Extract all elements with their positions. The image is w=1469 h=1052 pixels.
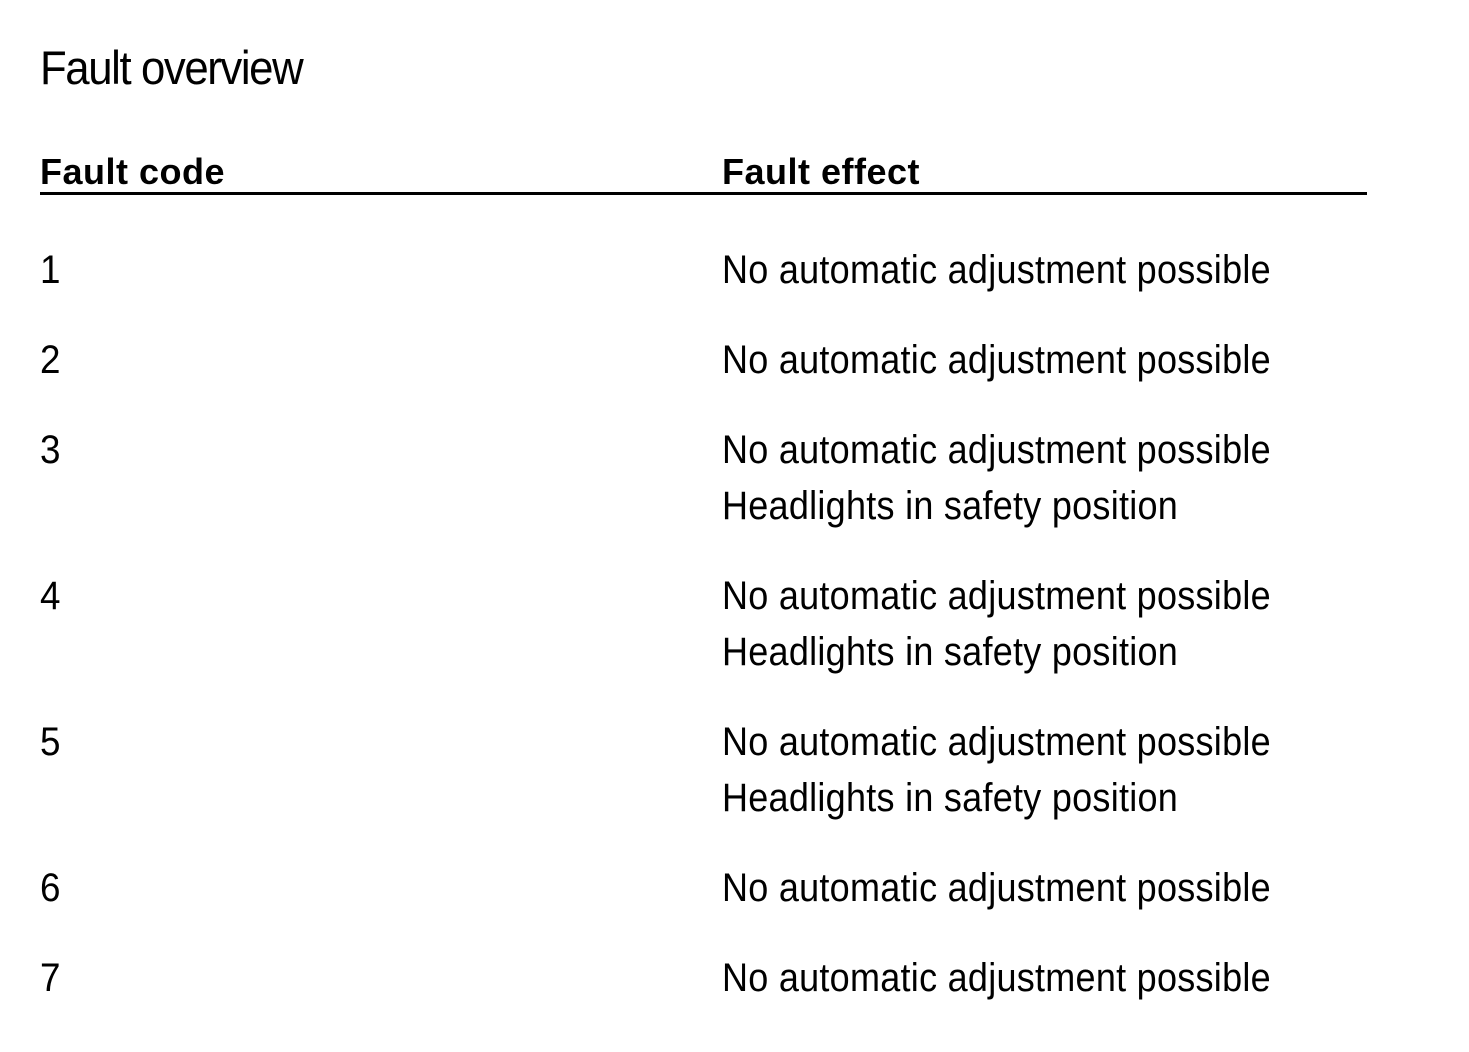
fault-effect-line: No automatic adjustment possible [722,428,1271,472]
fault-effect-line: No automatic adjustment possible [722,574,1271,618]
fault-code-cell: 7 [40,956,61,1000]
table-row [40,422,1367,534]
page-title: Fault overview [40,41,303,94]
fault-code-cell: 6 [40,866,61,910]
fault-effect-line: No automatic adjustment possible [722,720,1271,764]
fault-effect-line: Headlights in safety position [722,630,1179,674]
table-row [40,568,1367,680]
fault-code-cell: 5 [40,720,61,764]
fault-effect-line: No automatic adjustment possible [722,956,1271,1000]
fault-effect-cell [722,950,1367,1006]
table-header [40,150,1367,195]
table-row [40,242,1367,298]
fault-effect-cell [722,332,1367,388]
fault-effect-line: Headlights in safety position [722,484,1179,528]
column-header-fault-effect: Fault effect [722,151,921,192]
fault-table [40,150,1367,1000]
fault-code-cell: 4 [40,574,61,618]
table-body [40,242,1367,1040]
fault-effect-cell [722,422,1367,534]
fault-effect-cell [722,860,1367,916]
fault-code-cell: 2 [40,338,61,382]
fault-effect-cell [722,714,1367,826]
fault-effect-line: Headlights in safety position [722,776,1179,820]
fault-effect-line: No automatic adjustment possible [722,866,1271,910]
fault-effect-line: No automatic adjustment possible [722,338,1271,382]
table-row [40,950,1367,1006]
fault-code-cell: 3 [40,428,61,472]
fault-code-cell: 1 [40,248,61,292]
fault-effect-cell [722,242,1367,298]
column-header-fault-code: Fault code [40,151,226,192]
fault-effect-cell [722,568,1367,680]
table-row [40,860,1367,916]
fault-effect-line: No automatic adjustment possible [722,248,1271,292]
table-row [40,332,1367,388]
table-row [40,714,1367,826]
